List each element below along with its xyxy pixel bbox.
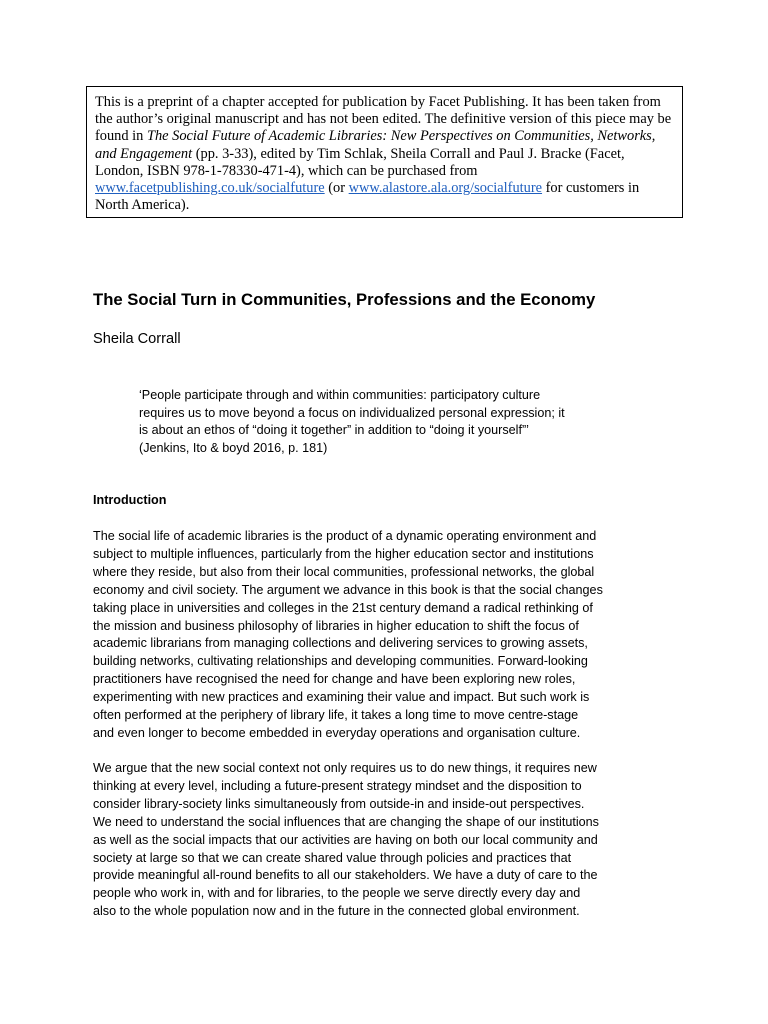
paragraph-line: The social life of academic libraries is the product of a dynamic operating environment and	[93, 529, 597, 543]
facet-publishing-link[interactable]: www.facetpublishing.co.uk/socialfuture	[95, 180, 325, 197]
paragraph-line: academic librarians from managing collections and delivering services to growing assets,	[93, 636, 588, 651]
paragraph-line: often performed at the periphery of library life, it takes a long time to move centre-stage	[93, 708, 579, 723]
paragraph-line: the mission and business philosophy of libraries in higher education to shift the focus of	[93, 618, 579, 633]
paragraph-line: We argue that the new social context not only requires us to do new things, it requires new	[93, 761, 597, 775]
epigraph-line: requires us to move beyond a focus on individualized personal expression; it	[139, 405, 565, 420]
ala-store-link[interactable]: www.alastore.ala.org/socialfuture	[348, 180, 543, 197]
notice-text-4: for customers in North America).	[95, 180, 640, 214]
notice-text-1: This is a preprint of a chapter accepted for publication by Facet Publishing. It has been taken from the author’s original manuscript and has not been edited. The definitive version of this piece may be found in	[95, 94, 672, 145]
paragraph-line: experimenting with new practices and examining their value and impact. But such work is	[93, 690, 590, 705]
paragraph-line: also to the whole population now and in the future in the connected global environment.	[93, 904, 580, 919]
paragraph-line: taking place in universities and colleges in the 21st century demand a radical rethinking of	[93, 600, 593, 615]
paragraph-line: and even longer to become embedded in everyday operations and organisation culture.	[93, 725, 581, 740]
paragraph-line: practitioners have recognised the need for change and have been exploring new roles,	[93, 672, 576, 687]
author-name: Sheila Corrall	[93, 331, 181, 347]
body-paragraph-1	[93, 528, 683, 743]
epigraph-quote	[139, 387, 639, 457]
preprint-notice-box	[86, 86, 683, 218]
chapter-title: The Social Turn in Communities, Professions and the Economy	[93, 290, 596, 309]
paragraph-line: provide meaningful all-round benefits to all our stakeholders. We have a duty of care to the	[93, 868, 598, 883]
paragraph-line: as well as the social impacts that our activities are having on both our local community and	[93, 832, 598, 847]
epigraph-citation: (Jenkins, Ito & boyd 2016, p. 181)	[139, 440, 328, 455]
paragraph-line: subject to multiple influences, particularly from the higher education sector and institutions	[93, 546, 594, 561]
paragraph-line: economy and civil society. The argument we advance in this book is that the social changes	[93, 582, 603, 597]
epigraph-line: is about an ethos of “doing it together” in addition to “doing it yourself”’	[139, 423, 529, 438]
paragraph-line: people who work in, with and for libraries, to the people we serve directly every day and	[93, 886, 581, 901]
notice-book-title: The Social Future of Academic Libraries: New Perspectives on Communities, Networks, and Engagement	[95, 128, 656, 162]
paragraph-line: building networks, cultivating relationships and developing communities. Forward-looking	[93, 654, 588, 669]
paragraph-line: society at large so that we can create shared value through policies and practices that	[93, 850, 572, 865]
body-paragraph-2	[93, 760, 683, 921]
paragraph-line: We need to understand the social influences that are changing the shape of our institutions	[93, 814, 599, 829]
section-heading: Introduction	[93, 493, 167, 507]
epigraph-line: ‘People participate through and within communities: participatory culture	[139, 388, 541, 402]
paragraph-line: where they reside, but also from their local communities, professional networks, the global	[93, 564, 595, 579]
notice-text-2: (pp. 3-33), edited by Tim Schlak, Sheila Corrall and Paul J. Bracke (Facet, London, ISBN 978-1-78330-471-4), which can be purchased from	[95, 145, 625, 179]
notice-text-3: (or	[324, 180, 349, 197]
paragraph-line: thinking at every level, including a future-present strategy mindset and the disposition to	[93, 778, 582, 793]
paragraph-line: consider library-society links simultaneously from outside-in and inside-out perspectives.	[93, 796, 585, 811]
